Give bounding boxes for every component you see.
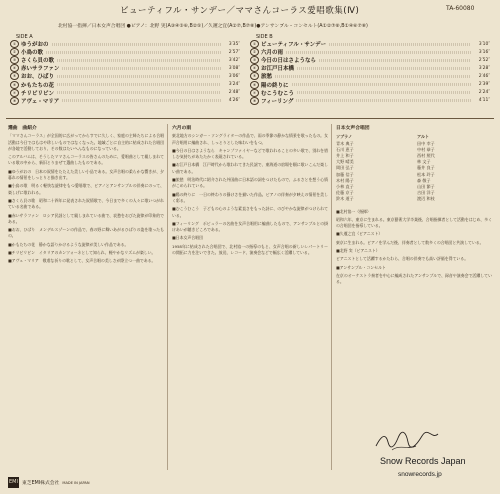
note-paragraph: ■おお、ひばり メンデルスゾーンの作品で、春の野に舞いあがるひばりの姿を歌ったもの。 bbox=[8, 227, 164, 239]
track-number: ③ bbox=[250, 56, 259, 64]
choir-member: 青木 典子 bbox=[336, 140, 354, 146]
track-number: ② bbox=[10, 48, 19, 56]
choir-member: 田中 幸子 bbox=[417, 140, 435, 146]
note-paragraph: ■日本女声合唱団 bbox=[172, 235, 203, 241]
track-duration: 4′26″ bbox=[228, 98, 240, 104]
side-a-track-row bbox=[10, 89, 240, 97]
track-duration: 3′08″ bbox=[228, 65, 240, 71]
leader-dots bbox=[297, 91, 471, 94]
track-number: ④ bbox=[10, 64, 19, 72]
track-title: かもたちの花 bbox=[21, 82, 55, 89]
track-duration: 2′39″ bbox=[478, 82, 490, 88]
note-paragraph: ■今日の日はさようなら キャンプファイヤーなどで歌われることの多い歌で、別れを惜しむ気持ちがあたたかく表現されている。 bbox=[172, 147, 328, 160]
choir-member: 小林 直子 bbox=[336, 183, 354, 189]
side-b-track-row bbox=[250, 64, 490, 72]
choir-member: 吉田 洋子 bbox=[417, 190, 435, 196]
note-paragraph: ■かもたちの花 静かな語りかけるような旋律が美しい作品である。 bbox=[8, 241, 129, 247]
track-duration: 2′46″ bbox=[478, 73, 490, 79]
track-title: ビューティフル・サンデー bbox=[261, 42, 327, 49]
leader-dots bbox=[62, 67, 221, 70]
track-duration: 3′10″ bbox=[478, 41, 490, 47]
alto-heading: アルト bbox=[417, 134, 430, 140]
column-heading: 選曲 曲紹介 bbox=[8, 126, 37, 131]
side-a-track-row bbox=[10, 48, 240, 56]
track-number: ⑥ bbox=[250, 81, 259, 89]
note-paragraph: 在京のオーケストラ奏者を中心に編成されたアンサンブルで、録音や演奏会で活躍している。 bbox=[336, 272, 492, 285]
choir-member: 岡田 弘子 bbox=[336, 165, 354, 171]
choir-member: 石川 恵子 bbox=[336, 146, 354, 152]
choir-member: 鈴木 道子 bbox=[336, 196, 354, 202]
choir-member-list bbox=[336, 134, 492, 202]
side-b-label: SIDE B bbox=[256, 34, 273, 40]
leader-dots bbox=[57, 91, 221, 94]
choir-member: 藤井 良子 bbox=[417, 165, 435, 171]
side-b-track-row bbox=[250, 56, 490, 64]
track-title: 小鳥の歌 bbox=[21, 50, 44, 57]
leader-dots bbox=[329, 43, 471, 46]
track-title: ゆうがおの bbox=[21, 42, 49, 49]
footer bbox=[8, 477, 90, 488]
side-b-track-row bbox=[250, 72, 490, 80]
note-paragraph: ■むこうむこう 子どもの心のような素直さをもった詩に、のびやかな旋律がつけられている。 bbox=[172, 206, 328, 218]
note-paragraph: ■アヴェ・マリア 敬虔な祈りの歌として、女声合唱の美しさが際立つ一曲である。 bbox=[8, 258, 156, 264]
track-number: ③ bbox=[10, 56, 19, 64]
note-paragraph: 昭和六年、東京に生まれる。東京藝術大学卒業後、合唱指揮者として活動をはじめ、多くの合唱団を指導している。 bbox=[336, 216, 492, 229]
note-paragraph: 東北地方のシンガー・ソングライターの作品で、雨の季節の静かな情景を歌ったもの。女声合唱用に編曲され、しっとりとした味わいをもつ。 bbox=[172, 133, 328, 145]
leader-dots bbox=[52, 43, 221, 46]
choir-member: 山田 節子 bbox=[417, 183, 435, 189]
choir-heading: 日本女声合唱団 bbox=[336, 126, 370, 131]
handwritten-signature bbox=[372, 428, 442, 452]
track-title: さくら貝の歌 bbox=[21, 58, 55, 65]
track-number: ④ bbox=[250, 64, 259, 72]
company-name: 東芝EMI株式会社 bbox=[22, 481, 60, 486]
side-a-track-row bbox=[10, 97, 240, 105]
track-duration: 2′24″ bbox=[478, 90, 490, 96]
side-a-label: SIDE A bbox=[16, 34, 33, 40]
alto-list bbox=[417, 134, 492, 202]
watermark-line-1: Snow Records Japan bbox=[380, 456, 466, 466]
track-title: お江戸日本橋 bbox=[261, 66, 295, 73]
note-paragraph: 東京に生まれる。ピアノを学んだ後、伴奏者として数多くの合唱団と共演している。 bbox=[336, 239, 484, 245]
track-title: フィーリング bbox=[261, 98, 294, 105]
track-duration: 3′24″ bbox=[228, 82, 240, 88]
track-duration: 2′52″ bbox=[478, 57, 490, 63]
side-a-track-row bbox=[10, 80, 240, 88]
track-duration: 3′35″ bbox=[228, 41, 240, 47]
track-duration: 3′28″ bbox=[478, 65, 490, 71]
side-b-track-row bbox=[250, 48, 490, 56]
leader-dots bbox=[46, 51, 221, 54]
note-paragraph: ピアニストとして活躍するかたわら、合唱の伴奏でも高い評価を得ている。 bbox=[336, 256, 469, 262]
track-title: 六月の雨 bbox=[261, 50, 284, 57]
note-paragraph: 1958年に結成された合唱団で、北村協一の指導のもと、女声合唱の新しいレパートリーの開拓に力を注いできた。放送、レコード、演奏会などで幅広く活躍している。 bbox=[172, 243, 328, 256]
choir-member: 佐藤 京子 bbox=[336, 190, 354, 196]
leader-dots bbox=[57, 59, 221, 62]
track-number: ⑤ bbox=[10, 72, 19, 80]
side-b-track-row bbox=[250, 97, 490, 105]
track-number: ⑥ bbox=[10, 81, 19, 89]
track-title: アヴェ・マリア bbox=[21, 98, 60, 105]
divider bbox=[6, 118, 494, 119]
note-paragraph: ■フィーリング ポピュラーの名曲を女声合唱用に編曲したもので、アンサンブルとの掛けあいが聴きどころである。 bbox=[172, 220, 328, 233]
choir-member: 大野 晴美 bbox=[336, 159, 354, 165]
choir-member: 井上 和子 bbox=[336, 152, 354, 158]
note-paragraph: 「ママさんコーラス」が全国的に広がってからすでに久しく、家庭の主婦たちによる合唱活動は今日ではもはや珍しいものではなくなった。地域ごとに自主的に結成された合唱団が各地で活動しており、その数はたいへんなものになっている。 bbox=[8, 133, 164, 151]
choir-member: 加藤 信子 bbox=[336, 171, 354, 177]
note-paragraph: ■陽の終りに 一日の終わりの静けさを描いた作品。ピアノの伴奏が夕映えの情景を美しく彩る。 bbox=[172, 191, 328, 203]
track-number: ⑤ bbox=[250, 72, 259, 80]
note-paragraph: ■アンサンブル・コンセルト bbox=[336, 264, 386, 270]
leader-dots bbox=[275, 75, 471, 78]
track-title: 今日の日はさようなら bbox=[261, 58, 317, 65]
made-in-label: MADE IN JAPAN bbox=[62, 480, 90, 485]
track-number: ① bbox=[250, 40, 259, 48]
note-paragraph: ■ゆうがおの 日本の叙情をたたえた美しい小品である。女声合唱の柔らかな響きが、夕暮れの情景をしっとりと描き出す。 bbox=[8, 168, 164, 181]
track-title: 赤いサラファン bbox=[21, 66, 60, 73]
side-a-track-row bbox=[10, 64, 240, 72]
side-b-tracklist bbox=[250, 34, 490, 116]
watermark-line-2: snowrecords.jp bbox=[398, 471, 442, 478]
track-title: むこうむこう bbox=[261, 90, 295, 97]
leader-dots bbox=[296, 99, 471, 102]
track-title: おお、ひばり bbox=[21, 74, 55, 81]
note-paragraph: ■小鳥の歌 明るく軽快な旋律をもつ愛唱歌で、ピアノとアンサンブルの伴奏にのって、楽しげに歌われる。 bbox=[8, 183, 164, 195]
notes-column-1 bbox=[8, 124, 164, 472]
performer-credits: 北村協一指揮／日本女声合唱団 ●ピアノ：北野 実(A③④⑤⑥,B②⑤)／久邇之宜(A②⑦,B⑦⑧)●アンサンブル・コンセルト(A①②⑦⑧,B①④⑥⑦⑧) bbox=[58, 24, 368, 29]
track-duration: 3′16″ bbox=[478, 49, 490, 55]
choir-member: 渡辺 和枝 bbox=[417, 196, 435, 202]
note-paragraph: ■旅愁 明治時代に紹介された外国曲に日本語の詞をつけたもので、ふるさとを想う心情がこめられている。 bbox=[172, 177, 328, 189]
choir-member: 西村 照代 bbox=[417, 152, 435, 158]
side-b-track-row bbox=[250, 40, 490, 48]
catalog-number: TA-60080 bbox=[446, 5, 475, 12]
track-number: ① bbox=[10, 40, 19, 48]
note-paragraph: ■さくら貝の歌 昭和二十四年に発表された叙情歌で、今日まで多くの人々に歌いつがれている名曲である。 bbox=[8, 197, 164, 210]
track-title: 旅愁 bbox=[261, 74, 273, 81]
note-paragraph: ■北村協一（指揮） bbox=[336, 208, 371, 214]
track-number: ⑧ bbox=[250, 97, 259, 105]
soprano-heading: ソプラノ bbox=[336, 134, 353, 140]
track-duration: 2′48″ bbox=[228, 90, 240, 96]
track-title: チリビリビン bbox=[21, 90, 55, 97]
leader-dots bbox=[286, 51, 471, 54]
note-paragraph: ■北野 実（ピアニスト） bbox=[336, 248, 380, 254]
note-paragraph: このアルバムは、そうしたママさんコーラスの皆さんのために、愛唱曲として親しまれている歌の中から、新旧とりまぜて選曲したものである。 bbox=[8, 154, 164, 166]
column-divider bbox=[167, 124, 168, 470]
side-a-track-row bbox=[10, 56, 240, 64]
emi-logo: EMI bbox=[8, 477, 19, 488]
track-duration: 3′42″ bbox=[228, 57, 240, 63]
track-number: ⑦ bbox=[250, 89, 259, 97]
choir-member: 森 敬子 bbox=[417, 177, 431, 183]
track-duration: 4′11″ bbox=[478, 98, 490, 104]
note-paragraph: ■お江戸日本橋 江戸時代から歌われてきた民謡で、東海道の宿場を順に歌いこんだ楽しい曲である。 bbox=[172, 162, 328, 174]
side-b-track-row bbox=[250, 80, 490, 88]
choir-member: 中村 恭子 bbox=[417, 146, 435, 152]
side-a-track-row bbox=[10, 40, 240, 48]
leader-dots bbox=[292, 83, 471, 86]
leader-dots bbox=[57, 75, 221, 78]
leader-dots bbox=[57, 83, 221, 86]
note-paragraph: ■久邇之宜（ピアニスト） bbox=[336, 231, 383, 237]
choir-member: 木村 陽子 bbox=[336, 177, 354, 183]
note-paragraph: ■赤いサラファン ロシア民謡として親しまれている曲で、哀愁をおびた旋律が印象的である。 bbox=[8, 212, 164, 224]
leader-dots bbox=[297, 67, 471, 70]
side-b-track-row bbox=[250, 89, 490, 97]
track-title: 陽の終りに bbox=[261, 82, 289, 89]
side-a-tracklist bbox=[10, 34, 240, 116]
note-paragraph: ■チリビリビン イタリアのカンツォーネとして知られ、軽やかなリズムが楽しい。 bbox=[8, 250, 156, 256]
track-number: ⑦ bbox=[10, 89, 19, 97]
notes-column-3 bbox=[336, 124, 492, 472]
soprano-list bbox=[336, 134, 411, 202]
side-a-track-row bbox=[10, 72, 240, 80]
leader-dots bbox=[319, 59, 471, 62]
track-number: ② bbox=[250, 48, 259, 56]
track-duration: 2′57″ bbox=[228, 49, 240, 55]
track-number: ⑧ bbox=[10, 97, 19, 105]
column-divider bbox=[331, 124, 332, 470]
column-heading: 六月の雨 bbox=[172, 126, 192, 131]
notes-column-2 bbox=[172, 124, 328, 472]
leader-dots bbox=[62, 99, 221, 102]
choir-member: 松本 玲子 bbox=[417, 171, 435, 177]
choir-member: 林 文子 bbox=[417, 159, 431, 165]
album-title: ビューティフル・サンデー／ママさんコーラス愛唱歌集(Ⅳ) bbox=[120, 6, 360, 16]
track-duration: 3′06″ bbox=[228, 73, 240, 79]
